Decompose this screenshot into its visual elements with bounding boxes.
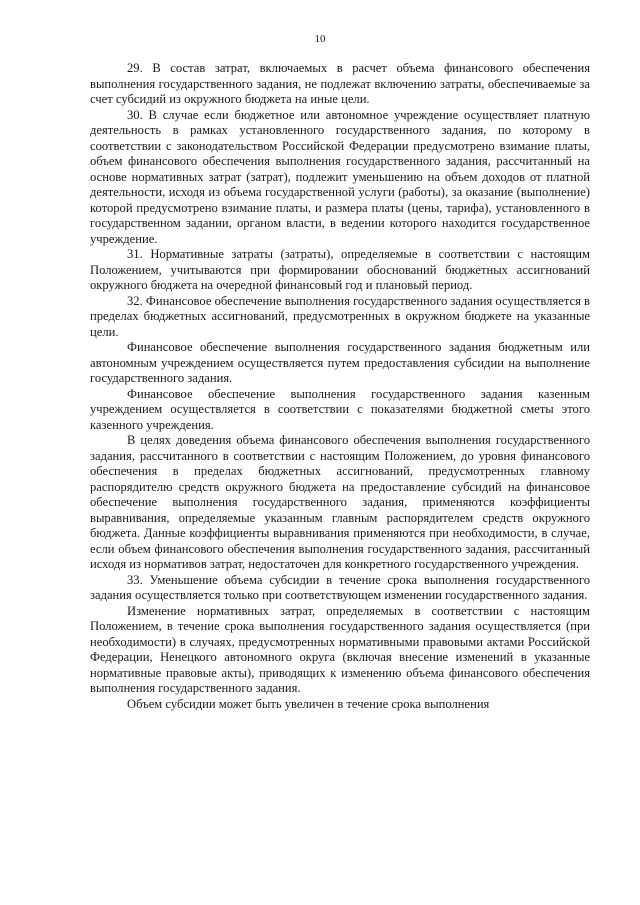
paragraph-31: 31. Нормативные затраты (затраты), определяемые в соответствии с настоящим Положением, учитываются при формировании обоснований бюджетных ассигнований окружного бюджета на очередной финансовый год и плановый период. [90,247,590,292]
paragraph-32-subsidy: Финансовое обеспечение выполнения государственного задания бюджетным или автономным учреждением осуществляется путем предоставления субсидии на выполнение государственного задания. [90,340,590,385]
paragraph-33-subsidy-increase: Объем субсидии может быть увеличен в течение срока выполнения [127,696,490,711]
paragraph-33: 33. Уменьшение объема субсидии в течение срока выполнения государственного задания осуществляется только при соответствующем изменении государственного задания. [90,572,590,602]
paragraph-30: 30. В случае если бюджетное или автономное учреждение осуществляет платную деятельность в рамках установленного государственного задания, по которому в соответствии с законодательством Российской Федерации предусмотрено взимание платы, объем финансового обеспечения выполнения государственного задания, рассчитанный на основе нормативных затрат (затрат), подлежит уменьшению на объем доходов от платной деятельности, исходя из объема государственной услуги (работы), за оказание (выполнение) которой предусмотрено взимание платы, и размера платы (цены, тарифа), установленного в государственном задании, органом власти, в ведении которого находится государственное учреждение. [90,107,590,246]
paragraph-33-cost-changes: Изменение нормативных затрат, определяемых в соответствии с настоящим Положением, в течение срока выполнения государственного задания осуществляется (при необходимости) в случаях, предусмотренных нормативными правовыми актами Российской Федерации, Ненецкого автономного округа (включая внесение изменений в указанные нормативные правовые акты), приводящих к изменению объема финансового обеспечения выполнения государственного задания. [90,603,590,695]
document-body [90,61,590,712]
paragraph-32-budget-estimate: Финансовое обеспечение выполнения государственного задания казенным учреждением осуществляется в соответствии с показателями бюджетной сметы этого казенного учреждения. [90,386,590,432]
page-number: 10 [314,33,326,45]
paragraph-29: 29. В состав затрат, включаемых в расчет объема финансового обеспечения выполнения государственного задания, не подлежат включению затраты, обеспечиваемые за счет субсидий из окружного бюджета на иные цели. [90,61,590,106]
paragraph-32: 32. Финансовое обеспечение выполнения государственного задания осуществляется в пределах бюджетных ассигнований, предусмотренных в окружном бюджете на указанные цели. [90,293,590,339]
paragraph-32-alignment-coefficients: В целях доведения объема финансового обеспечения выполнения государственного задания, рассчитанного в соответствии с настоящим Положением, до уровня финансового обеспечения в пределах бюджетных ассигнований, предусмотренных главному распорядителю средств окружного бюджета на предоставление субсидий на финансовое обеспечение выполнения государственного задания, применяются коэффициенты выравнивания, определяемые указанным главным распорядителем средств окружного бюджета. Данные коэффициенты выравнивания применяются при необходимости, в случае, если объем финансового обеспечения выполнения государственного задания, рассчитанный исходя из нормативов затрат, недостаточен для конкретного государственного учреждения. [90,433,590,571]
